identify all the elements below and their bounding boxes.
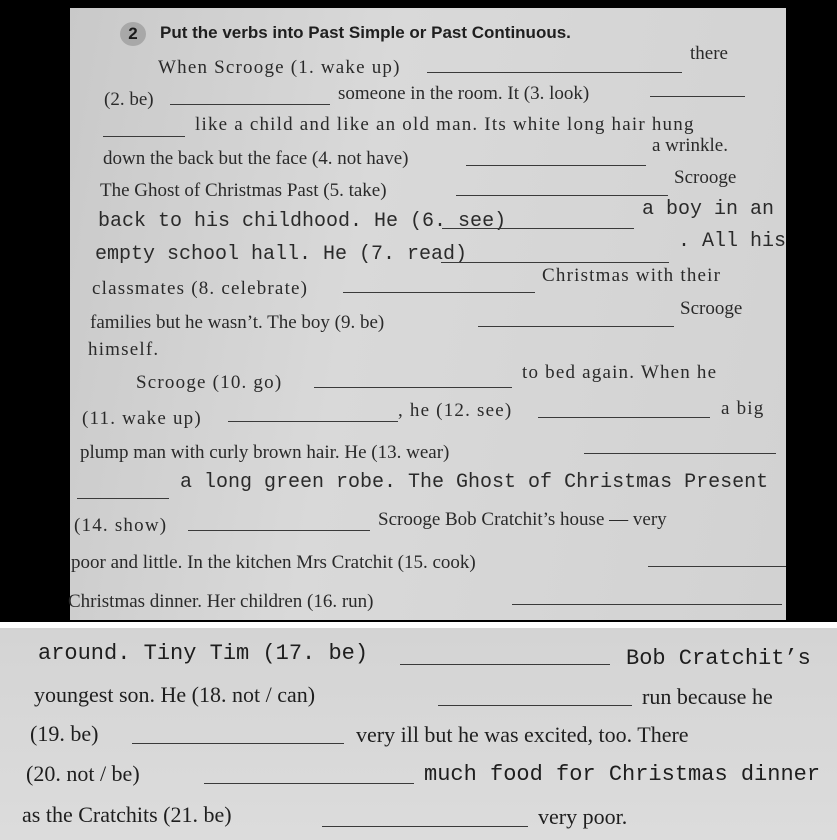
text-line-20-end: very ill but he was excited, too. There — [356, 722, 689, 747]
answer-blank-6[interactable] — [442, 228, 634, 229]
text-line-15-end: Scrooge Bob Cratchit’s house — very — [378, 509, 667, 530]
text-line-16: poor and little. In the kitchen Mrs Cratchit (15. cook) — [71, 552, 476, 573]
answer-blank-8[interactable] — [343, 292, 535, 293]
answer-blank-19[interactable] — [132, 743, 344, 744]
text-line-5-end: Scrooge — [674, 167, 737, 188]
text-line-21-start: (20. not / be) — [26, 761, 140, 786]
answer-blank-11[interactable] — [228, 421, 398, 422]
text-line-2-middle: someone in the room. It (3. look) — [338, 83, 590, 104]
text-line-22-start: as the Cratchits (21. be) — [22, 802, 232, 827]
text-line-1-end: there — [690, 43, 728, 64]
text-line-19-end: run because he — [642, 684, 773, 709]
text-line-7-start: empty school hall. He (7. read) — [95, 243, 468, 266]
answer-blank-14[interactable] — [188, 530, 370, 531]
answer-blank-15[interactable] — [648, 566, 786, 567]
text-line-12-end: a big — [721, 398, 765, 419]
text-line-14: a long green robe. The Ghost of Christmas Present — [180, 471, 769, 494]
answer-blank-9[interactable] — [478, 326, 674, 327]
text-line-9-end: Scrooge — [680, 298, 743, 319]
text-line-10: himself. — [88, 339, 160, 360]
answer-blank-20[interactable] — [204, 783, 414, 784]
text-line-12-middle: , he (12. see) — [398, 400, 513, 421]
text-line-8-start: classmates (8. celebrate) — [92, 278, 309, 299]
text-line-7-end: . All his — [678, 230, 787, 253]
text-line-21-end: much food for Christmas dinner — [424, 762, 821, 787]
text-line-22-end: very poor. — [538, 804, 628, 829]
answer-blank-2[interactable] — [170, 104, 330, 105]
text-line-19-start: youngest son. He (18. not / can) — [34, 682, 316, 707]
exercise-instruction: Put the verbs into Past Simple or Past Continuous. — [160, 23, 571, 42]
answer-blank-13-continued[interactable] — [77, 498, 169, 499]
answer-blank-12[interactable] — [538, 417, 710, 418]
answer-blank-1[interactable] — [427, 72, 682, 73]
answer-blank-17[interactable] — [400, 664, 610, 665]
answer-blank-4[interactable] — [466, 165, 646, 166]
answer-blank-16[interactable] — [512, 604, 782, 605]
text-line-1-start: When Scrooge (1. wake up) — [158, 57, 401, 78]
exercise-number-badge: 2 — [120, 22, 146, 46]
text-line-20-start: (19. be) — [30, 721, 99, 746]
text-line-18-start: around. Tiny Tim (17. be) — [38, 641, 369, 666]
text-line-9-start: families but he wasn’t. The boy (9. be) — [90, 312, 385, 333]
text-line-13: plump man with curly brown hair. He (13. wear) — [80, 442, 450, 463]
text-line-4-end: a wrinkle. — [652, 135, 728, 156]
answer-blank-5[interactable] — [456, 195, 668, 196]
answer-blank-7[interactable] — [441, 262, 669, 263]
text-line-8-end: Christmas with their — [542, 265, 722, 286]
answer-blank-3-continued[interactable] — [103, 136, 185, 137]
answer-blank-3[interactable] — [650, 96, 745, 97]
text-line-6-start: back to his childhood. He (6. see) — [98, 210, 507, 233]
text-line-3: like a child and like an old man. Its white long hair hung — [195, 114, 695, 135]
answer-blank-10[interactable] — [314, 387, 512, 388]
text-line-6-end: a boy in an — [642, 198, 775, 221]
text-line-4-start: down the back but the face (4. not have) — [103, 148, 409, 169]
text-line-15-start: (14. show) — [74, 515, 168, 536]
text-line-17: Christmas dinner. Her children (16. run) — [68, 591, 374, 612]
text-line-11-end: to bed again. When he — [522, 362, 718, 383]
answer-blank-13[interactable] — [584, 453, 776, 454]
answer-blank-18[interactable] — [438, 705, 632, 706]
text-line-2-start: (2. be) — [104, 89, 154, 110]
text-line-12-start: (11. wake up) — [82, 408, 202, 429]
text-line-11-start: Scrooge (10. go) — [136, 372, 283, 393]
text-line-5-start: The Ghost of Christmas Past (5. take) — [100, 180, 387, 201]
answer-blank-21[interactable] — [322, 826, 528, 827]
text-line-18-end: Bob Cratchit’s — [626, 646, 811, 671]
